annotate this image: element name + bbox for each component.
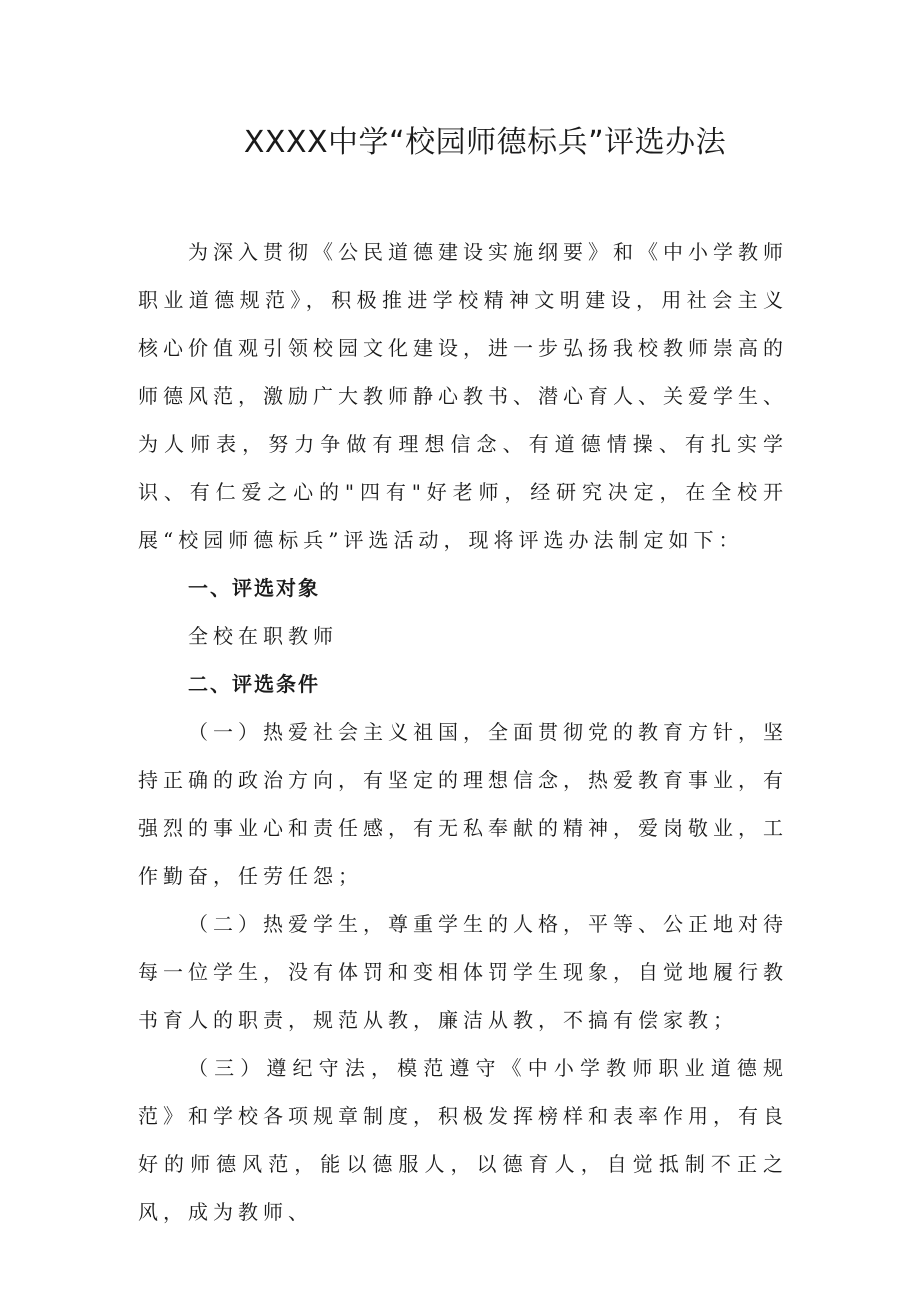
section-heading-selection-target: 一、评选对象: [188, 576, 320, 600]
section-heading-selection-criteria: 二、评选条件: [188, 672, 320, 696]
document-title: XXXX中学“校园师德标兵”评选办法: [243, 125, 727, 160]
criteria-item-1: （一）热爱社会主义祖国，全面贯彻党的教育方针，坚持正确的政治方向，有坚定的理想信念，热爱教育事业，有强烈的事业心和责任感，有无私奉献的精神，爱岗敬业，工作勤奋，任劳任怨；: [138, 720, 788, 888]
selection-target-content: 全校在职教师: [188, 624, 338, 648]
criteria-item-3: （三）遵纪守法，模范遵守《中小学教师职业道德规范》和学校各项规章制度，积极发挥榜样和表率作用，有良好的师德风范，能以德服人，以德育人，自觉抵制不正之风，成为教师、: [138, 1056, 788, 1224]
intro-paragraph: 为深入贯彻《公民道德建设实施纲要》和《中小学教师职业道德规范》，积极推进学校精神文明建设，用社会主义核心价值观引领校园文化建设，进一步弘扬我校教师崇高的师德风范，激励广大教师静心教书、潜心育人、关爱学生、为人师表，努力争做有理想信念、有道德情操、有扎实学识、有仁爱之心的"四有"好老师，经研究决定，在全校开展“校园师德标兵”评选活动，现将评选办法制定如下：: [138, 240, 788, 552]
criteria-item-2: （二）热爱学生，尊重学生的人格，平等、公正地对待每一位学生，没有体罚和变相体罚学生现象，自觉地履行教书育人的职责，规范从教，廉洁从教，不搞有偿家教；: [138, 912, 788, 1032]
